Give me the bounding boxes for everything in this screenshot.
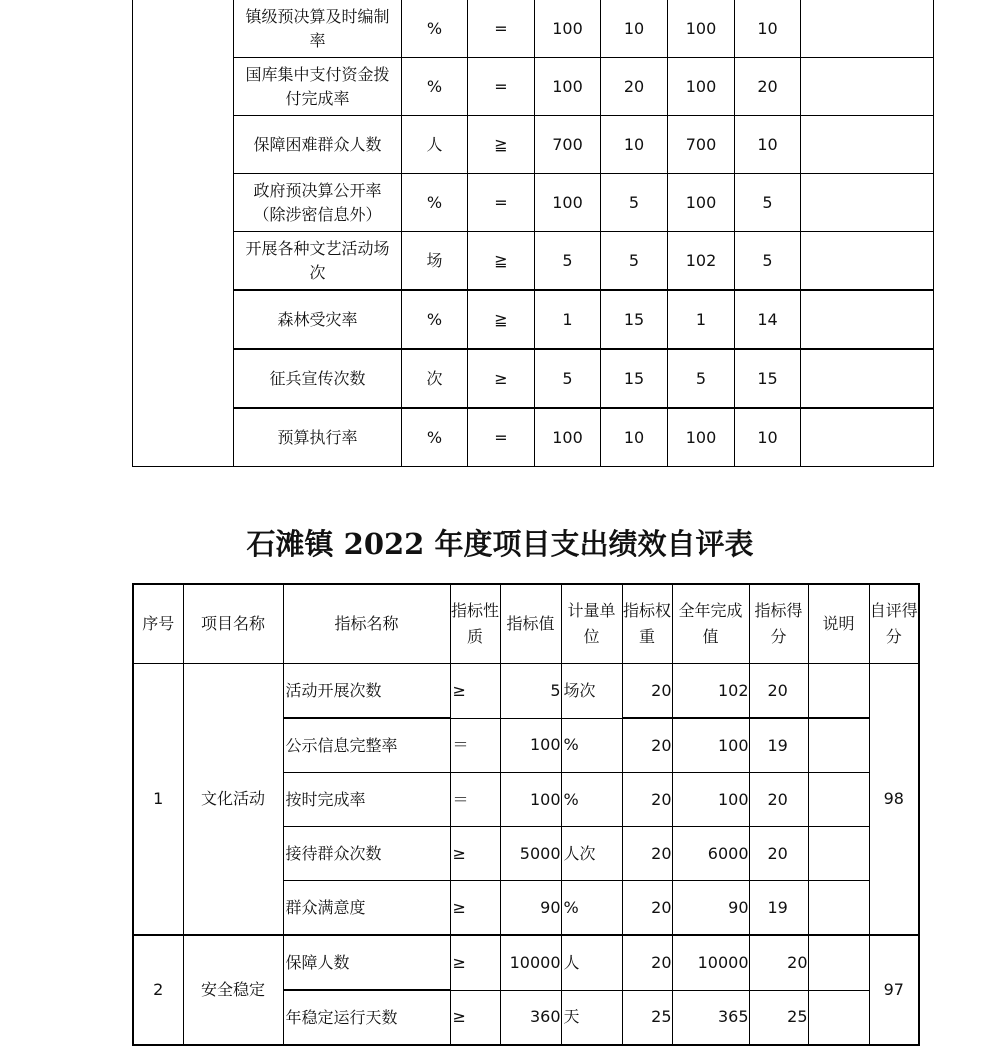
note-cell <box>801 58 934 116</box>
header-weight: 指标权重 <box>622 584 672 664</box>
target-cell: 5 <box>535 349 601 408</box>
actual-cell: 10000 <box>672 935 749 990</box>
indicator-nature: ≥ <box>450 664 500 719</box>
target-cell: 1 <box>535 290 601 349</box>
table-row <box>133 232 934 291</box>
score-cell: 10 <box>735 116 801 174</box>
score-cell: 20 <box>749 773 808 827</box>
note-cell <box>801 232 934 291</box>
indicator-name: 群众满意度 <box>283 881 450 936</box>
actual-cell: 100 <box>668 0 735 58</box>
weight-cell: 5 <box>601 232 668 291</box>
note-cell <box>801 349 934 408</box>
indicator-name: 森林受灾率 <box>234 290 402 349</box>
unit-cell: % <box>402 58 468 116</box>
indicator-nature: ≥ <box>450 990 500 1045</box>
score-cell: 20 <box>749 935 808 990</box>
weight-cell: 15 <box>601 349 668 408</box>
weight-cell: 10 <box>601 0 668 58</box>
indicator-nature: ＝ <box>450 773 500 827</box>
indicator-value: 100 <box>500 718 561 773</box>
score-cell: 10 <box>735 0 801 58</box>
indicator-name: 开展各种文艺活动场次 <box>234 232 402 291</box>
header-seq: 序号 <box>133 584 183 664</box>
weight-cell: 20 <box>622 718 672 773</box>
actual-cell: 365 <box>672 990 749 1045</box>
actual-cell: 5 <box>668 349 735 408</box>
indicator-nature: ＝ <box>450 718 500 773</box>
table-row <box>133 174 934 232</box>
unit-cell: 场 <box>402 232 468 291</box>
target-cell: 700 <box>535 116 601 174</box>
indicator-name: 接待群众次数 <box>283 827 450 881</box>
unit-cell: 场次 <box>561 664 622 719</box>
indicator-name: 征兵宣传次数 <box>234 349 402 408</box>
actual-cell: 1 <box>668 290 735 349</box>
indicator-value: 5 <box>500 664 561 719</box>
header-indicator-name: 指标名称 <box>283 584 450 664</box>
unit-cell: % <box>561 881 622 936</box>
score-cell: 5 <box>735 232 801 291</box>
actual-cell: 100 <box>668 58 735 116</box>
note-cell <box>801 116 934 174</box>
weight-cell: 10 <box>601 408 668 467</box>
project-number: 2 <box>133 935 183 1045</box>
table-row <box>133 0 934 58</box>
actual-cell: 100 <box>668 174 735 232</box>
note-cell <box>801 290 934 349</box>
note-cell <box>808 718 869 773</box>
indicator-name: 政府预决算公开率（除涉密信息外） <box>234 174 402 232</box>
table-row <box>133 349 934 408</box>
unit-cell: % <box>402 0 468 58</box>
weight-cell: 5 <box>601 174 668 232</box>
operator-cell: = <box>468 408 535 467</box>
score-cell: 20 <box>735 58 801 116</box>
target-cell: 100 <box>535 58 601 116</box>
header-note: 说明 <box>808 584 869 664</box>
table-row <box>133 408 934 467</box>
score-cell: 20 <box>749 827 808 881</box>
indicator-name: 保障困难群众人数 <box>234 116 402 174</box>
note-cell <box>808 773 869 827</box>
project-evaluation-table <box>132 583 920 1046</box>
unit-cell: 天 <box>561 990 622 1045</box>
unit-cell: % <box>402 408 468 467</box>
indicator-name: 公示信息完整率 <box>283 718 450 773</box>
actual-cell: 100 <box>668 408 735 467</box>
target-cell: 5 <box>535 232 601 291</box>
operator-cell: = <box>468 0 535 58</box>
header-project-name: 项目名称 <box>183 584 283 664</box>
target-cell: 100 <box>535 408 601 467</box>
indicator-name: 保障人数 <box>283 935 450 990</box>
operator-cell: ≧ <box>468 232 535 291</box>
header-unit: 计量单位 <box>561 584 622 664</box>
page-title: 石滩镇 2022 年度项目支出绩效自评表 <box>246 527 754 561</box>
header-actual: 全年完成值 <box>672 584 749 664</box>
indicator-value: 360 <box>500 990 561 1045</box>
target-cell: 100 <box>535 0 601 58</box>
note-cell <box>801 408 934 467</box>
note-cell <box>808 990 869 1045</box>
indicator-value: 90 <box>500 881 561 936</box>
project-total-score: 97 <box>869 935 919 1045</box>
indicator-name: 预算执行率 <box>234 408 402 467</box>
indicator-name: 镇级预决算及时编制率 <box>234 0 402 58</box>
header-row <box>133 584 919 664</box>
indicator-nature: ≥ <box>450 881 500 936</box>
project-number: 1 <box>133 664 183 936</box>
weight-cell: 10 <box>601 116 668 174</box>
header-total: 自评得分 <box>869 584 919 664</box>
top-performance-table <box>132 0 934 467</box>
project-name: 文化活动 <box>183 664 283 936</box>
indicator-name: 活动开展次数 <box>283 664 450 719</box>
operator-cell: = <box>468 58 535 116</box>
note-cell <box>808 827 869 881</box>
score-cell: 19 <box>749 881 808 936</box>
weight-cell: 20 <box>622 935 672 990</box>
project-total-score: 98 <box>869 664 919 936</box>
weight-cell: 15 <box>601 290 668 349</box>
actual-cell: 700 <box>668 116 735 174</box>
operator-cell: ≧ <box>468 116 535 174</box>
note-cell <box>801 0 934 58</box>
unit-cell: 人 <box>402 116 468 174</box>
weight-cell: 25 <box>622 990 672 1045</box>
table-row <box>133 290 934 349</box>
actual-cell: 102 <box>668 232 735 291</box>
indicator-nature: ≥ <box>450 827 500 881</box>
indicator-value: 10000 <box>500 935 561 990</box>
target-cell: 100 <box>535 174 601 232</box>
score-cell: 15 <box>735 349 801 408</box>
score-cell: 14 <box>735 290 801 349</box>
note-cell <box>801 174 934 232</box>
unit-cell: % <box>402 290 468 349</box>
unit-cell: % <box>402 174 468 232</box>
unit-cell: % <box>561 718 622 773</box>
indicator-name: 按时完成率 <box>283 773 450 827</box>
operator-cell: ≧ <box>468 290 535 349</box>
indicator-value: 100 <box>500 773 561 827</box>
note-cell <box>808 664 869 719</box>
project-name: 安全稳定 <box>183 935 283 1045</box>
weight-cell: 20 <box>622 827 672 881</box>
score-cell: 25 <box>749 990 808 1045</box>
note-cell <box>808 881 869 936</box>
header-indicator-value: 指标值 <box>500 584 561 664</box>
actual-cell: 102 <box>672 664 749 719</box>
indicator-value: 5000 <box>500 827 561 881</box>
operator-cell: = <box>468 174 535 232</box>
score-cell: 19 <box>749 718 808 773</box>
category-cell <box>133 0 234 467</box>
weight-cell: 20 <box>601 58 668 116</box>
header-score: 指标得分 <box>749 584 808 664</box>
actual-cell: 6000 <box>672 827 749 881</box>
unit-cell: 次 <box>402 349 468 408</box>
weight-cell: 20 <box>622 881 672 936</box>
indicator-name: 年稳定运行天数 <box>283 990 450 1045</box>
weight-cell: 20 <box>622 773 672 827</box>
unit-cell: % <box>561 773 622 827</box>
weight-cell: 20 <box>622 664 672 719</box>
table-row <box>133 116 934 174</box>
table-row <box>133 58 934 116</box>
actual-cell: 100 <box>672 773 749 827</box>
operator-cell: ≥ <box>468 349 535 408</box>
indicator-name: 国库集中支付资金拨付完成率 <box>234 58 402 116</box>
table-row <box>133 664 919 719</box>
score-cell: 20 <box>749 664 808 719</box>
unit-cell: 人 <box>561 935 622 990</box>
score-cell: 5 <box>735 174 801 232</box>
indicator-nature: ≥ <box>450 935 500 990</box>
actual-cell: 100 <box>672 718 749 773</box>
score-cell: 10 <box>735 408 801 467</box>
actual-cell: 90 <box>672 881 749 936</box>
unit-cell: 人次 <box>561 827 622 881</box>
table-row <box>133 935 919 990</box>
note-cell <box>808 935 869 990</box>
header-indicator-nature: 指标性质 <box>450 584 500 664</box>
